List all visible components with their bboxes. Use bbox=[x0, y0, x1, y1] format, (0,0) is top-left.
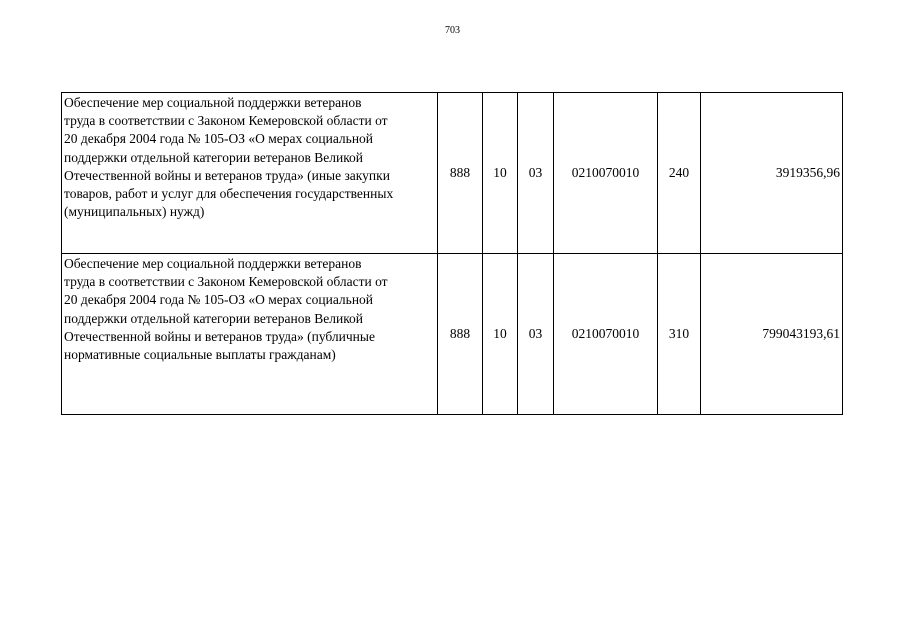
description-line: 20 декабря 2004 года № 105-ОЗ «О мерах социальной bbox=[64, 131, 374, 147]
section-code: 10 bbox=[483, 254, 518, 415]
page-number: 703 bbox=[445, 25, 460, 36]
row-description bbox=[62, 93, 438, 254]
budget-table bbox=[61, 92, 843, 415]
target-article-code: 0210070010 bbox=[554, 254, 658, 415]
description-line: нормативные социальные выплаты гражданам) bbox=[64, 347, 336, 363]
subsection-code: 03 bbox=[518, 254, 554, 415]
description-line: (муниципальных) нужд) bbox=[64, 204, 205, 220]
table-row bbox=[62, 93, 843, 254]
ministry-code: 888 bbox=[438, 254, 483, 415]
section-code: 10 bbox=[483, 93, 518, 254]
description-line: труда в соответствии с Законом Кемеровской области от bbox=[64, 113, 388, 129]
description-line: Отечественной войны и ветеранов труда» (иные закупки bbox=[64, 167, 390, 183]
subsection-code: 03 bbox=[518, 93, 554, 254]
ministry-code: 888 bbox=[438, 93, 483, 254]
description-line: Обеспечение мер социальной поддержки ветеранов bbox=[64, 95, 362, 110]
target-article-code: 0210070010 bbox=[554, 93, 658, 254]
expense-type-code: 240 bbox=[658, 93, 701, 254]
description-line: Отечественной войны и ветеранов труда» (публичные bbox=[64, 328, 375, 344]
amount-value: 3919356,96 bbox=[701, 93, 843, 254]
description-line: товаров, работ и услуг для обеспечения государственных bbox=[64, 186, 394, 202]
description-line: поддержки отдельной категории ветеранов Великой bbox=[64, 310, 364, 326]
description-line: труда в соответствии с Законом Кемеровской области от bbox=[64, 274, 388, 290]
table-row bbox=[62, 254, 843, 415]
description-line: поддержки отдельной категории ветеранов Великой bbox=[64, 149, 364, 165]
description-line: 20 декабря 2004 года № 105-ОЗ «О мерах социальной bbox=[64, 292, 374, 308]
expense-type-code: 310 bbox=[658, 254, 701, 415]
row-description bbox=[62, 254, 438, 415]
amount-value: 799043193,61 bbox=[701, 254, 843, 415]
description-line: Обеспечение мер социальной поддержки ветеранов bbox=[64, 256, 362, 271]
